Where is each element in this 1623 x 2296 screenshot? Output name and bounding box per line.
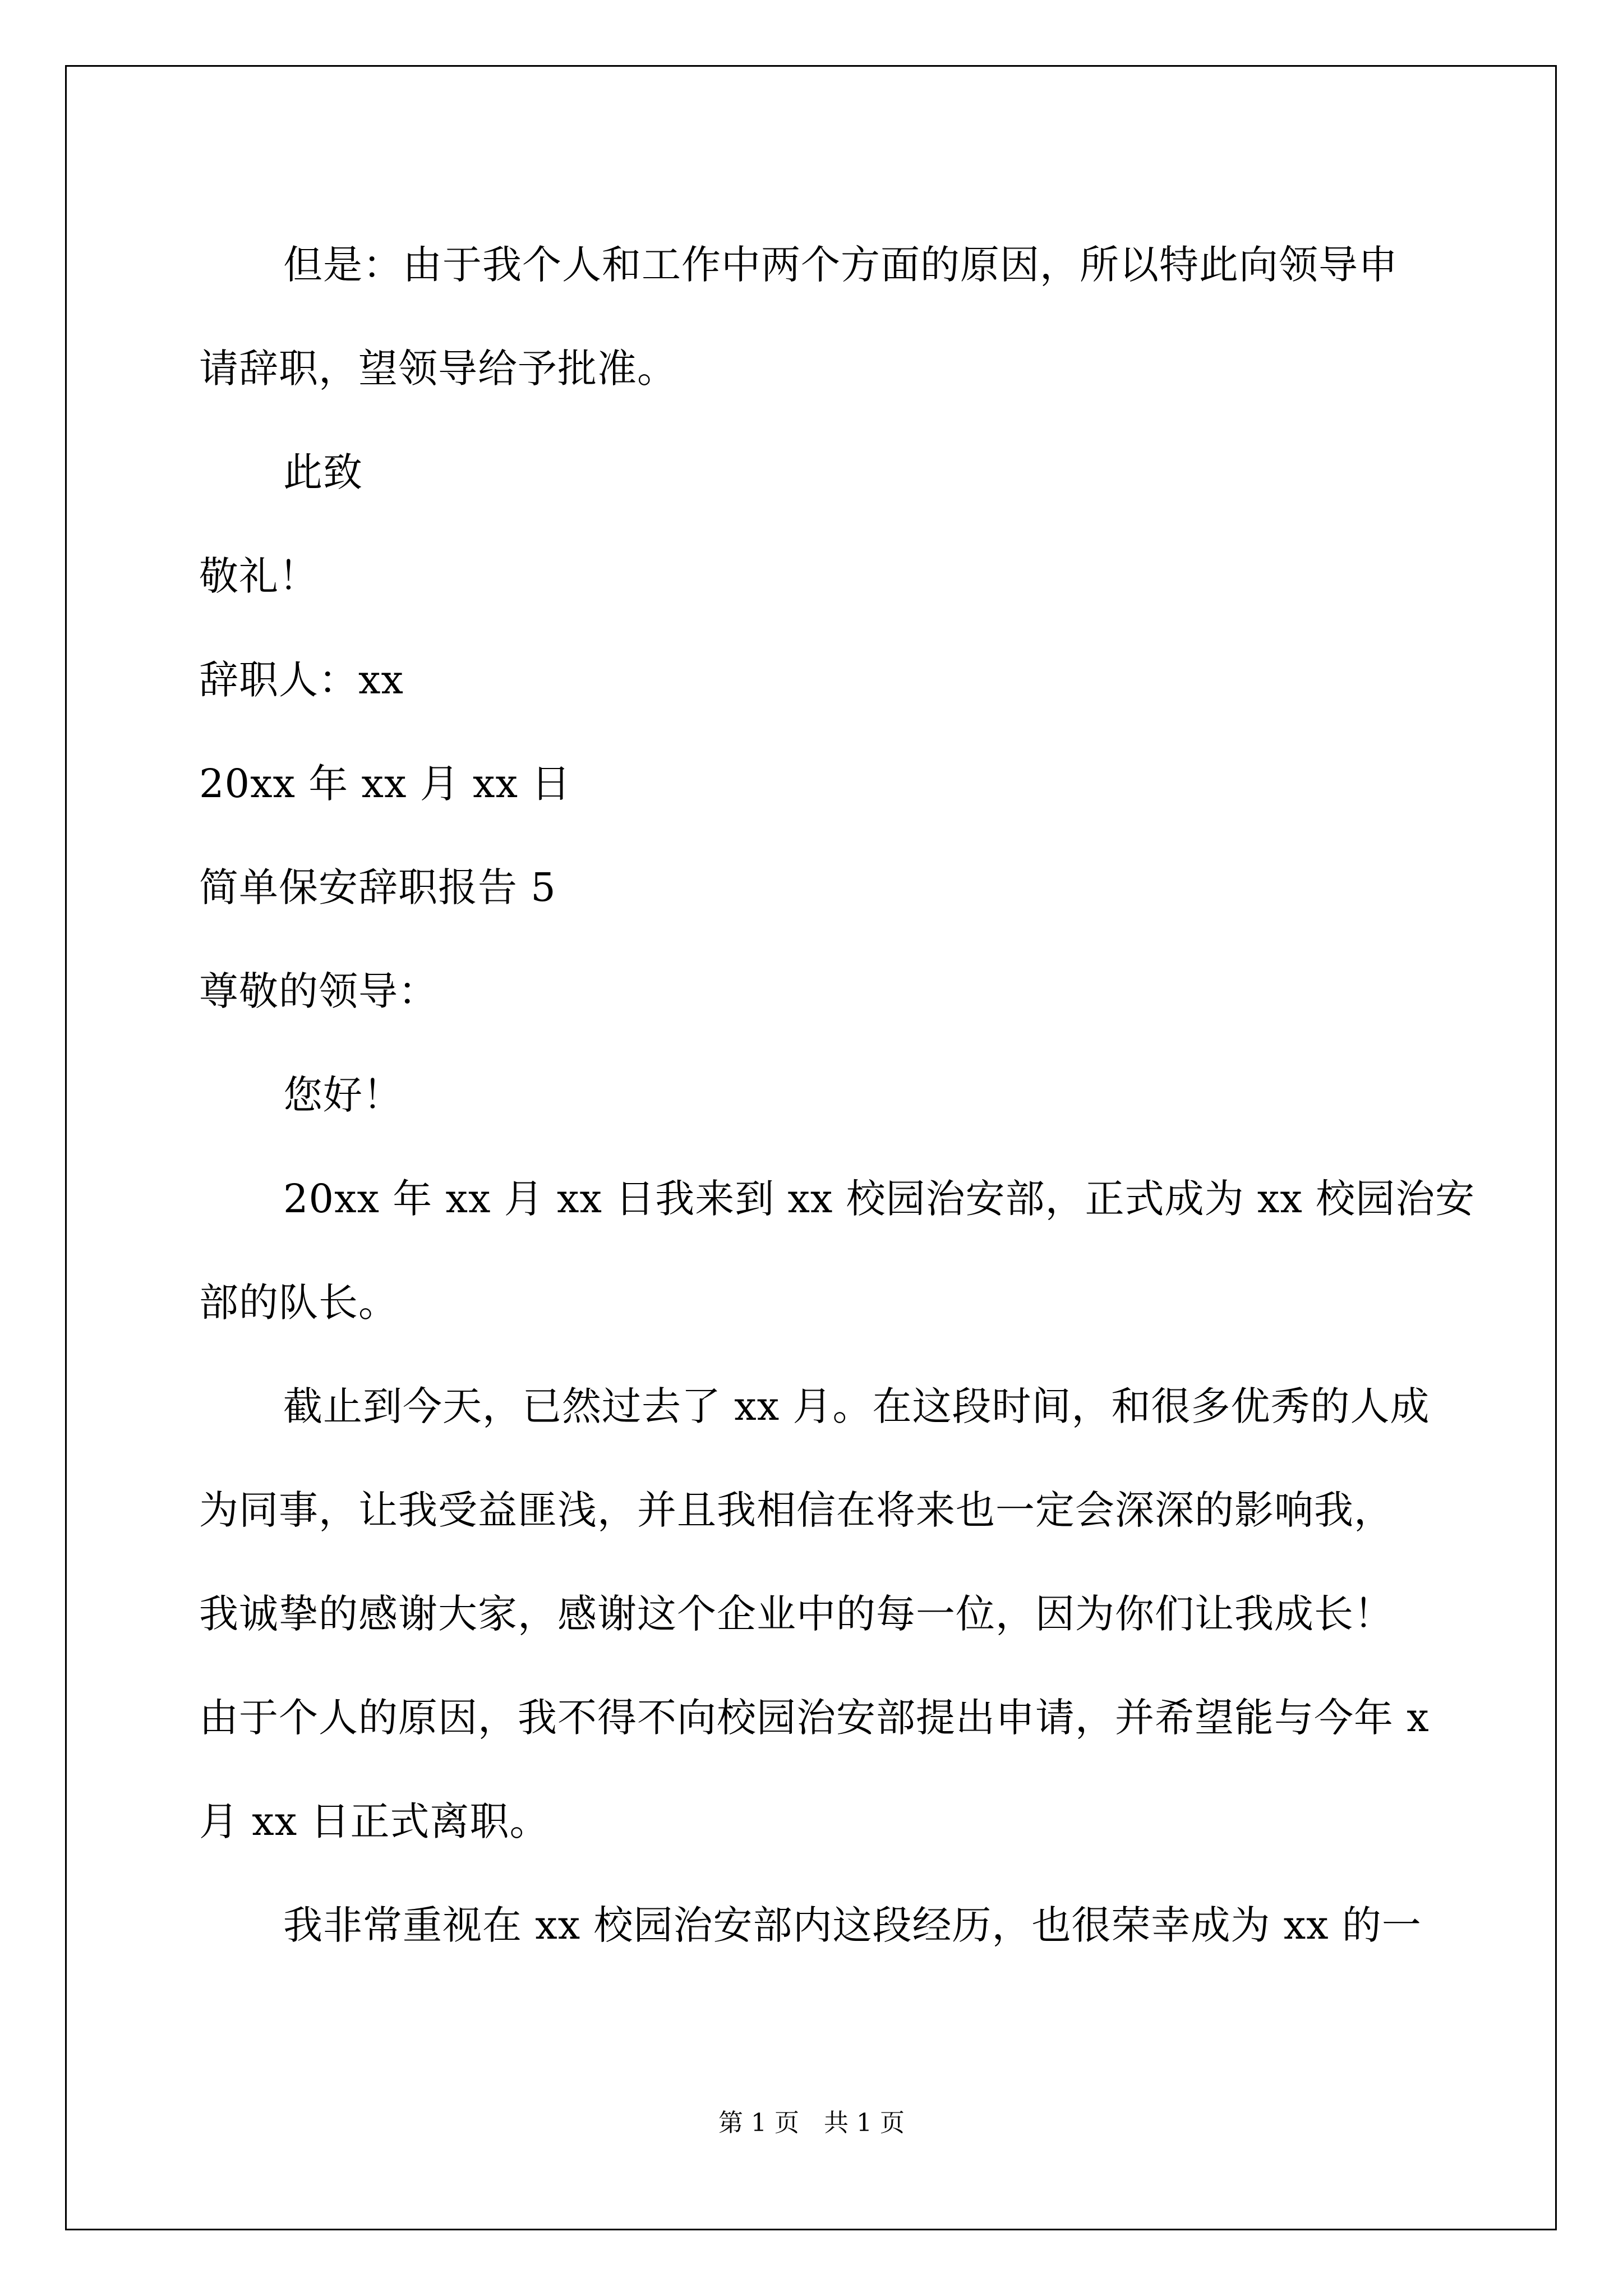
paragraph-line: 部的队长。 bbox=[199, 1280, 398, 1326]
closing-salutation: 此致 bbox=[283, 449, 363, 495]
page-number-footer: 第 1 页 共 1 页 bbox=[718, 2109, 905, 2137]
greeting-recipient: 尊敬的领导： bbox=[199, 968, 438, 1014]
paragraph-line: 我诚挚的感谢大家，感谢这个企业中的每一位，因为你们让我成长！ bbox=[199, 1591, 1394, 1637]
paragraph-line: 截止到今天，已然过去了 xx 月。在这段时间，和很多优秀的人成 bbox=[283, 1383, 1430, 1429]
closing-regards: 敬礼！ bbox=[199, 553, 319, 599]
document-body bbox=[199, 213, 1476, 1977]
section-title: 简单保安辞职报告 5 bbox=[199, 864, 556, 910]
paragraph-line: 为同事，让我受益匪浅，并且我相信在将来也一定会深深的影响我， bbox=[199, 1487, 1394, 1533]
greeting: 您好！ bbox=[283, 1072, 403, 1118]
paragraph-line: 我非常重视在 xx 校园治安部内这段经历，也很荣幸成为 xx 的一 bbox=[283, 1902, 1422, 1948]
signature-date: 20xx 年 xx 月 xx 日 bbox=[199, 761, 571, 807]
paragraph-line: 请辞职，望领导给予批准。 bbox=[199, 346, 677, 392]
paragraph-line: 月 xx 日正式离职。 bbox=[199, 1798, 550, 1844]
paragraph-line: 但是：由于我个人和工作中两个方面的原因，所以特此向领导申 bbox=[283, 242, 1398, 288]
signature-name: 辞职人：xx bbox=[199, 657, 404, 703]
paragraph-line: 20xx 年 xx 月 xx 日我来到 xx 校园治安部，正式成为 xx 校园治安 bbox=[283, 1176, 1476, 1222]
paragraph-line: 由于个人的原因，我不得不向校园治安部提出申请，并希望能与今年 x bbox=[199, 1695, 1430, 1741]
